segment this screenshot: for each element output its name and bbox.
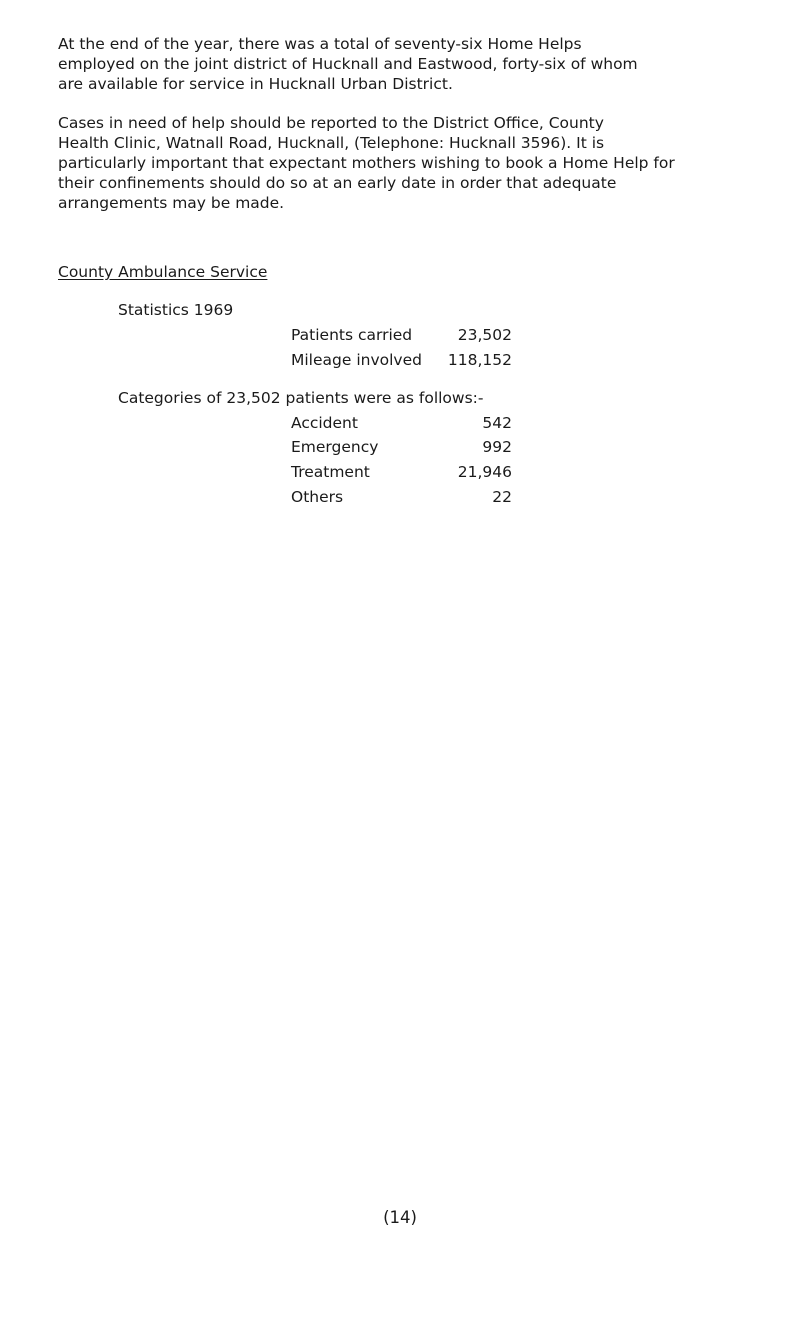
section-heading: County Ambulance Service [58, 263, 268, 281]
statistics-label: Statistics 1969 [118, 301, 234, 319]
category-row-label: Emergency [291, 438, 379, 456]
category-row [291, 487, 512, 507]
categories-intro: Categories of 23,502 patients were as follows:- [118, 389, 484, 407]
statistics-row-value: 23,502 [457, 326, 512, 344]
statistics-row [291, 350, 512, 370]
category-row-value: 22 [492, 488, 512, 506]
category-row [291, 437, 512, 457]
category-row-value: 992 [482, 438, 512, 456]
cases-paragraph: Cases in need of help should be reported to the District Office, County Health Clinic, Watnall Road, Hucknall, (Telephone: Hucknall 3596). It is particularly important that expectant mothers wishing to book a Home Help for their confinements should do so at an early date in order that adequate arrangements may be made. [58, 114, 675, 212]
category-row-label: Treatment [291, 463, 370, 481]
page-number: (14) [383, 1208, 417, 1227]
statistics-row-label: Patients carried [291, 326, 413, 344]
category-row-label: Others [291, 488, 344, 506]
statistics-row-label: Mileage involved [291, 351, 422, 369]
category-row-value: 21,946 [457, 463, 512, 481]
statistics-row-value: 118,152 [447, 351, 512, 369]
home-helps-paragraph: At the end of the year, there was a total of seventy-six Home Helps employed on the joint district of Hucknall and Eastwood, forty-six of whom are available for service in Hucknall Urban District. [58, 35, 638, 93]
category-row-value: 542 [482, 414, 512, 432]
category-row [291, 462, 512, 482]
statistics-row [291, 325, 512, 345]
category-row-label: Accident [291, 414, 358, 432]
category-row [291, 413, 512, 433]
